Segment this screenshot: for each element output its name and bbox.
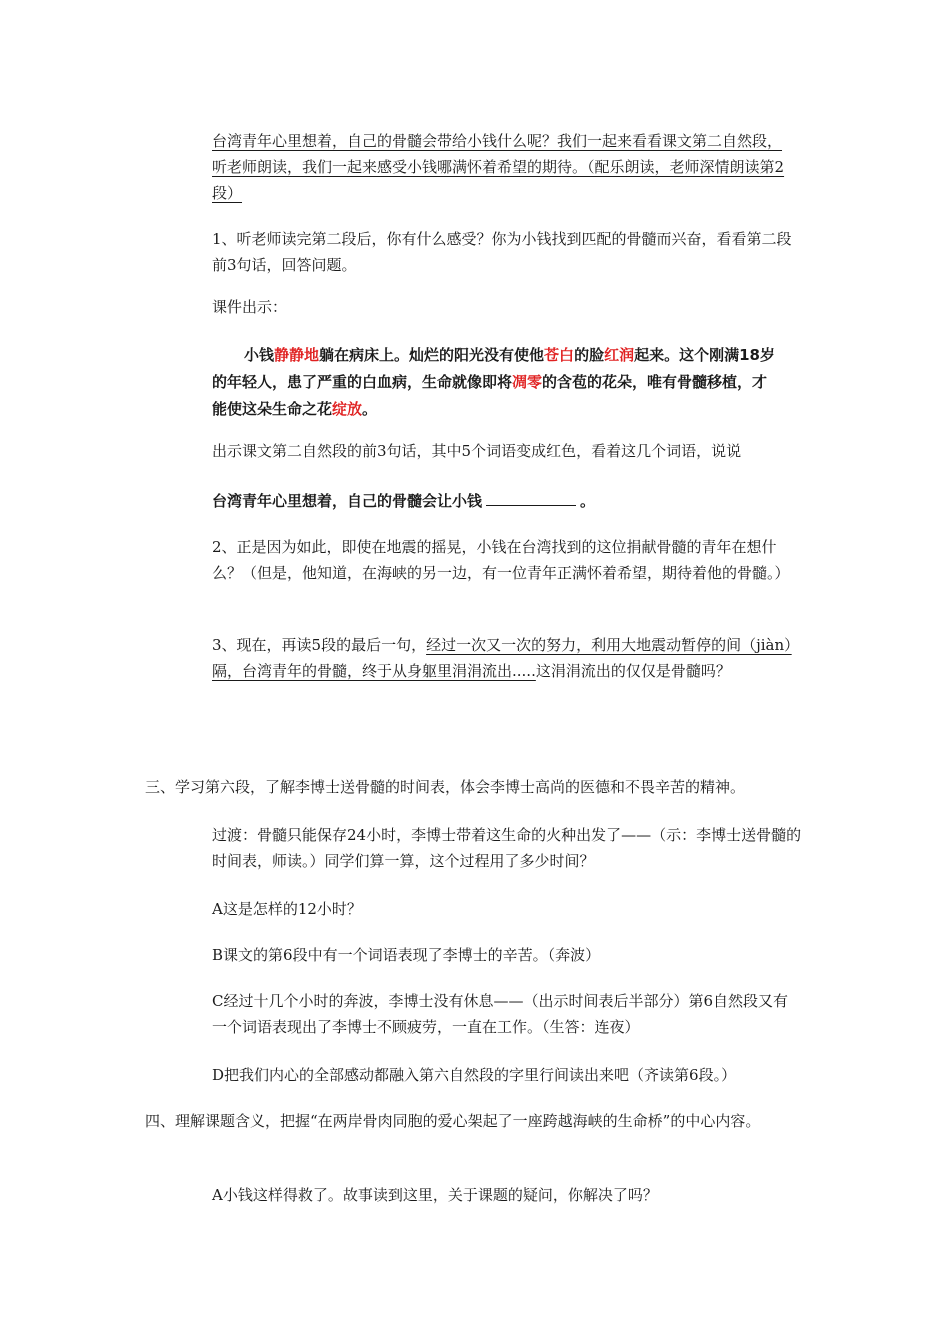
section-3-item-c: C经过十几个小时的奔波，李博士没有休息——（出示时间表后半部分）第6自然段又有一个词语表现出了李博士不顾疲劳，一直在工作。（生答：连夜）: [212, 992, 789, 1036]
intro-paragraph: 台湾青年心里想着，自己的骨髓会带给小钱什么呢？我们一起来看看课文第二自然段，听老师朗读，我们一起来感受小钱哪满怀着希望的期待。（配乐朗读，老师深情朗读第2段）: [212, 132, 785, 202]
section-3-transition: 过渡：骨髓只能保存24小时，李博士带着这生命的火种出发了——（示：李博士送骨髓的时间表，师读。）同学们算一算，这个过程用了多少时间？: [212, 826, 802, 870]
passage-text: 。: [362, 400, 378, 418]
section-3-item-a: A这是怎样的12小时？: [212, 900, 362, 918]
courseware-passage: [212, 342, 778, 423]
passage-text: 小钱: [244, 346, 275, 364]
section-3-item-b: B课文的第6段中有一个词语表现了李博士的辛苦。（奔波）: [212, 946, 601, 964]
q3-prefix: 3、现在，再读5段的最后一句，: [212, 636, 427, 654]
highlight-word: 红润: [604, 346, 635, 364]
highlight-word: 绽放: [332, 400, 363, 418]
passage-text: 的含苞的花朵，唯有骨髓移植，才能使这朵生命之花: [212, 373, 768, 418]
courseware-label: 课件出示：: [212, 298, 288, 316]
q3-suffix: 这涓涓流出的仅仅是骨髓吗？: [535, 662, 731, 680]
section-4-item-a: A小钱这样得救了。故事读到这里，关于课题的疑问，你解决了吗？: [212, 1186, 658, 1204]
fill-in-prompt: [212, 488, 792, 514]
fill-prompt-text: 台湾青年心里想着，自己的骨髓会让小钱: [212, 492, 483, 510]
fill-prompt-end: 。: [580, 492, 596, 510]
passage-text: 起来。这个刚满18岁的年轻人，患了严重的白血病，生命就像即将: [212, 346, 775, 391]
highlight-word: 苍白: [544, 346, 575, 364]
answer-blank[interactable]: [486, 491, 576, 506]
question-2: 2、正是因为如此，即使在地震的摇晃，小钱在台湾找到的这位捐献骨髓的青年在想什么？（但是，他知道，在海峡的另一边，有一位青年正满怀着希望，期待着他的骨髓。）: [212, 538, 790, 582]
section-3-heading: 三、学习第六段，了解李博士送骨髓的时间表，体会李博士高尚的医德和不畏辛苦的精神。: [145, 778, 746, 796]
q3-quoted-sentence: 经过一次又一次的努力，利用大地震动暂停的间（jiàn）隔，台湾青年的骨髓，终于从身躯里涓涓流出.....: [212, 636, 792, 680]
question-1: 1、听老师读完第二段后，你有什么感受？你为小钱找到匹配的骨髓而兴奋，看看第二段前3句话，回答问题。: [212, 230, 792, 274]
passage-text: 躺在病床上。灿烂的阳光没有使他: [319, 346, 545, 364]
show-note: 出示课文第二自然段的前3句话，其中5个词语变成红色，看着这几个词语，说说: [212, 442, 742, 460]
section-3-item-d: D把我们内心的全部感动都融入第六自然段的字里行间读出来吧（齐读第6段。）: [212, 1066, 737, 1084]
question-3: [212, 632, 796, 684]
passage-text: 的脸: [574, 346, 605, 364]
highlight-word: 凋零: [512, 373, 543, 391]
highlight-word: 静静地: [274, 346, 320, 364]
section-4-heading: 四、理解课题含义，把握“在两岸骨肉同胞的爱心架起了一座跨越海峡的生命桥”的中心内容。: [145, 1112, 761, 1130]
